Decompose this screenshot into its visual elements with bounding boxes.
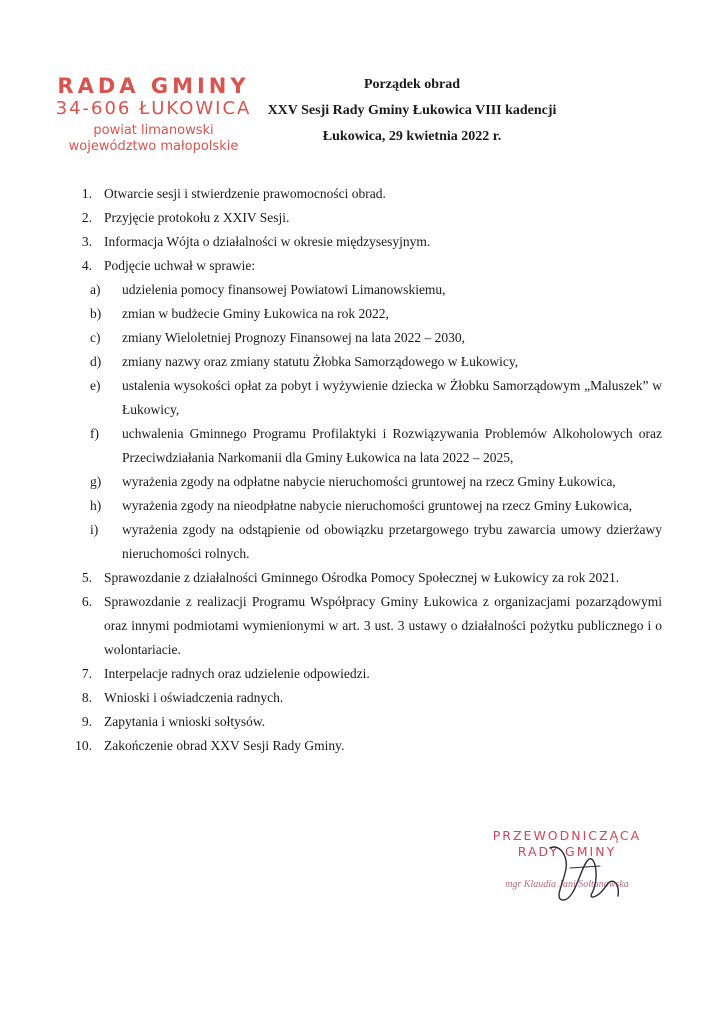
chairperson-stamp-name: mgr Klaudia Jani Sołtanowska [505,879,629,890]
agenda-item-text: Sprawozdanie z realizacji Programu Współpracy Gminy Łukowica z organizacjami pozarządowymi oraz innymi podmiotami wymienionymi w art. 3 ust. 3 ustawy o działalności pożytku publicznego i o wolontariacie. [104,594,662,657]
agenda-subitem [90,422,662,470]
agenda-item-text: Wnioski i oświadczenia radnych. [104,690,284,705]
chairperson-stamp-body: RADY GMINY [517,844,617,859]
agenda-subitem-text: wyrażenia zgody na nieodpłatne nabycie nieruchomości gruntowej na rzecz Gminy Łukowica, [122,498,633,513]
agenda-item-number: 8. [81,690,92,705]
agenda-item-text: Interpelacje radnych oraz udzielenie odpowiedzi. [104,666,370,681]
agenda-item-text: Zakończenie obrad XXV Sesji Rady Gminy. [104,738,345,753]
document-subtitle: XXV Sesji Rady Gminy Łukowica VIII kadencji [267,103,557,118]
agenda-item-text: Podjęcie uchwał w sprawie: [104,258,256,273]
agenda-item [62,254,662,278]
agenda-subitem-letter: g) [90,474,102,489]
agenda-subitem [90,278,662,302]
agenda-item [62,230,662,254]
agenda-item-text: Informacja Wójta o działalności w okresie międzysesyjnym. [104,234,431,249]
agenda-subitem-text: zmiany Wieloletniej Prognozy Finansowej na lata 2022 – 2030, [122,330,466,345]
stamp-line-postcode: 34-606 ŁUKOWICA [55,98,252,119]
agenda-subitem-text: ustalenia wysokości opłat za pobyt i wyżywienie dziecka w Żłobku Samorządowym „Maluszek” w Łukowicy, [122,378,662,417]
agenda-item [62,734,662,758]
stamp-line-council: RADA GMINY [57,74,250,98]
agenda-item-number: 3. [81,234,92,249]
agenda-subitem [90,518,662,566]
agenda-subitem-letter: e) [90,378,101,393]
agenda-item-number: 9. [81,714,92,729]
agenda-item-number: 5. [81,570,92,585]
agenda-subitem-letter: h) [90,498,102,513]
agenda-list [62,182,662,758]
agenda-item-number: 2. [81,210,92,225]
agenda-item [62,182,662,206]
handwritten-signature-icon [540,838,630,908]
agenda-item-number: 1. [81,186,92,201]
agenda-subitem-letter: a) [90,282,101,297]
agenda-item-number: 4. [81,258,92,273]
agenda-subitem-text: zmiany nazwy oraz zmiany statutu Żłobka Samorządowego w Łukowicy, [122,354,519,369]
agenda-item-text: Sprawozdanie z działalności Gminnego Ośrodka Pomocy Społecznej w Łukowicy za rok 2021. [104,570,620,585]
agenda-item [62,662,662,686]
agenda-subitem [90,374,662,422]
agenda-subitem-letter: f) [90,426,99,441]
agenda-subitem [90,494,662,518]
document-title: Porządek obrad [363,77,461,92]
agenda-subitem-text: zmian w budżecie Gminy Łukowica na rok 2022, [122,306,389,321]
agenda-subitem-text: wyrażenia zgody na odpłatne nabycie nieruchomości gruntowej na rzecz Gminy Łukowica, [122,474,616,489]
agenda-item [62,566,662,590]
document-date: Łukowica, 29 kwietnia 2022 r. [322,129,502,144]
agenda-item [62,710,662,734]
agenda-subitem-letter: c) [90,330,101,345]
agenda-item-number: 7. [81,666,92,681]
agenda-subitem [90,350,662,374]
agenda-item [62,590,662,662]
agenda-subitem-letter: b) [90,306,102,321]
agenda-subitem [90,302,662,326]
agenda-subitem [90,470,662,494]
agenda-subitem-text: udzielenia pomocy finansowej Powiatowi Limanowskiemu, [122,282,446,297]
agenda-item [62,206,662,230]
agenda-subitem-text: uchwalenia Gminnego Programu Profilaktyki i Rozwiązywania Problemów Alkoholowych oraz Przeciwdziałania Narkomanii dla Gminy Łukowica na lata 2022 – 2025, [122,426,662,465]
agenda-item-text: Otwarcie sesji i stwierdzenie prawomocności obrad. [104,186,386,201]
agenda-subitem-letter: i) [90,522,99,537]
stamp-line-voivodeship: województwo małopolskie [68,139,239,154]
stamp-line-county: powiat limanowski [93,123,214,138]
agenda-subitem-letter: d) [90,354,102,369]
document-header [262,72,562,150]
agenda-subitem-text: wyrażenia zgody na odstąpienie od obowiązku przetargowego trybu zawarcia umowy dzierżawy nieruchomości rolnych. [122,522,662,561]
agenda-item-text: Przyjęcie protokołu z XXIV Sesji. [104,210,290,225]
council-stamp [46,74,261,155]
agenda-item-number: 6. [81,594,92,609]
agenda-subitem [90,326,662,350]
chairperson-stamp-title: PRZEWODNICZĄCA [492,828,642,843]
agenda-item [62,686,662,710]
agenda-item-text: Zapytania i wnioski sołtysów. [104,714,266,729]
agenda-item-number: 10. [75,738,92,753]
